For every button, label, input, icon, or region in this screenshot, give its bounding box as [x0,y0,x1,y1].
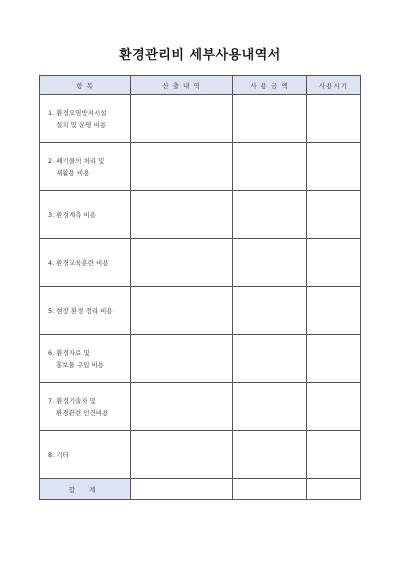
time-cell[interactable] [307,431,361,479]
total-label: 합 계 [40,479,131,500]
time-cell[interactable] [307,239,361,287]
item-cell [40,287,131,335]
total-time-cell[interactable] [307,479,361,500]
item-cell [40,239,131,287]
table-row [40,287,361,335]
item-label-continued: 환경관련 인건비용 [56,408,109,417]
table-row [40,143,361,191]
item-label: 3. 환경계측 비용 [48,210,97,219]
item-label: 1. 환경오염방지시설 [48,108,107,117]
table-row [40,335,361,383]
item-label-continued: 설치 및 운영 비용 [56,120,107,129]
usage-detail-table [39,75,361,500]
amount-cell[interactable] [233,143,307,191]
item-label-continued: 홍보물 구입 비용 [56,360,105,369]
header-detail: 산 출 내 역 [131,76,233,95]
item-label: 4. 환경교육훈련 비용 [48,258,109,267]
detail-cell[interactable] [131,431,233,479]
amount-cell[interactable] [233,383,307,431]
total-amount-cell[interactable] [233,479,307,500]
item-label: 2. 폐기물의 처리 및 [48,156,105,165]
amount-cell[interactable] [233,287,307,335]
item-cell [40,191,131,239]
table-header-row [40,76,361,95]
time-cell[interactable] [307,335,361,383]
document-title: 환경관리비 세부사용내역서 [119,48,281,63]
item-cell [40,335,131,383]
detail-cell[interactable] [131,143,233,191]
amount-cell[interactable] [233,431,307,479]
time-cell[interactable] [307,383,361,431]
time-cell[interactable] [307,95,361,143]
item-label: 8. 기타 [48,450,69,459]
detail-cell[interactable] [131,95,233,143]
total-row [40,479,361,500]
detail-cell[interactable] [131,191,233,239]
detail-cell[interactable] [131,335,233,383]
detail-cell[interactable] [131,239,233,287]
item-label: 7. 환경기술자 및 [48,396,97,405]
item-cell [40,143,131,191]
time-cell[interactable] [307,287,361,335]
header-amount: 사 용 금 액 [233,76,307,95]
table-row [40,191,361,239]
table-row [40,383,361,431]
item-cell [40,383,131,431]
total-detail-cell[interactable] [131,479,233,500]
item-label-continued: 재활용 비용 [56,168,90,177]
detail-cell[interactable] [131,287,233,335]
amount-cell[interactable] [233,191,307,239]
item-cell [40,95,131,143]
item-label: 5. 현장 환경 정리 비용 [48,306,113,315]
item-cell [40,431,131,479]
time-cell[interactable] [307,191,361,239]
amount-cell[interactable] [233,239,307,287]
table-row [40,95,361,143]
item-label: 6. 환경자료 및 [48,348,90,357]
table-row [40,239,361,287]
amount-cell[interactable] [233,335,307,383]
header-time: 사용시기 [307,76,361,95]
detail-cell[interactable] [131,383,233,431]
time-cell[interactable] [307,143,361,191]
table-row [40,431,361,479]
header-item: 항 목 [40,76,131,95]
amount-cell[interactable] [233,95,307,143]
